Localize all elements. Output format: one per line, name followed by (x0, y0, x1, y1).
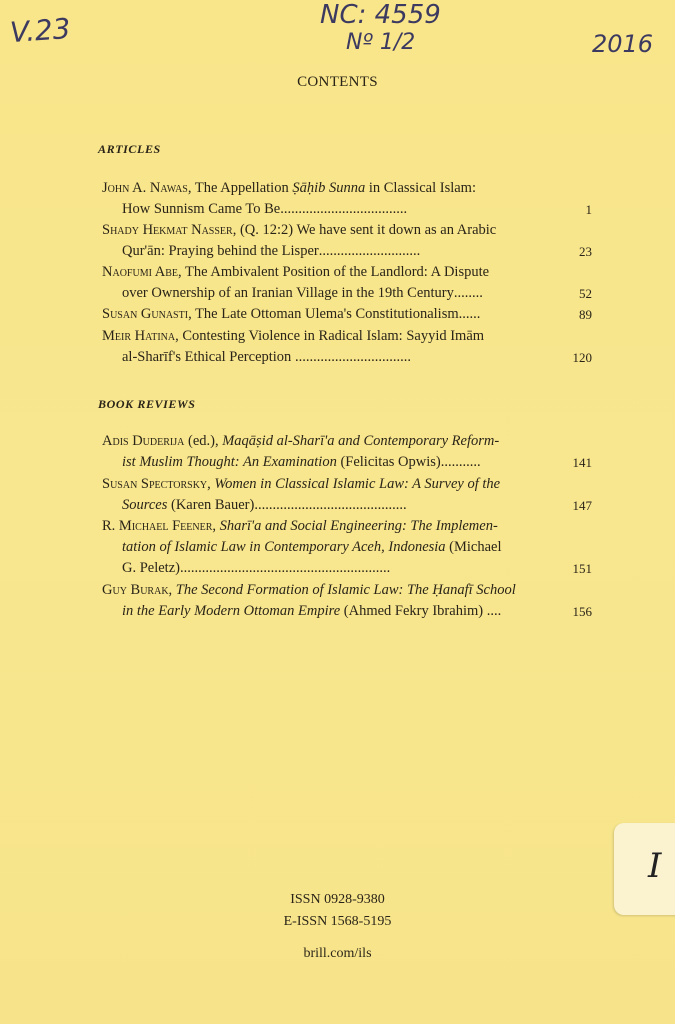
toc-entry: Adis Duderija (ed.), Maqāṣid al-Sharī'a and Contemporary Reform- ist Muslim Thought: An Examination (Felicitas Opwis)........... 141 (102, 431, 592, 473)
page-number: 1 (585, 202, 592, 217)
author: Susan Gunasti (102, 306, 189, 322)
author: R. Michael Feener (102, 518, 213, 534)
toc-entry: Naofumi Abe, The Ambivalent Position of the Landlord: A Dispute over Ownership of an Iranian Village in the 19th Century........ 52 (102, 262, 592, 304)
toc-entry: Susan Gunasti, The Late Ottoman Ulema's Constitutionalism...... 89 (102, 304, 592, 325)
section-heading-book-reviews: BOOK REVIEWS (98, 397, 196, 411)
handwritten-number: Nº 1/2 (346, 30, 416, 55)
toc-entry: Guy Burak, The Second Formation of Islamic Law: The Ḥanafī School in the Early Modern Ottoman Empire (Ahmed Fekry Ibrahim) .... 156 (102, 580, 592, 622)
e-issn: E-ISSN 1568-5195 (283, 914, 392, 929)
author: John A. Nawas (102, 180, 188, 196)
handwritten-volume: V.23 (8, 11, 72, 50)
page-number: 151 (572, 561, 592, 576)
toc-entry: John A. Nawas, The Appellation Ṣāḥib Sunna in Classical Islam: How Sunnism Came To Be................................... 1 (102, 178, 592, 220)
section-heading-articles: ARTICLES (98, 142, 161, 156)
page-number: 89 (579, 307, 592, 322)
page-title: CONTENTS (297, 74, 378, 90)
author: Guy Burak (102, 582, 169, 598)
issn: ISSN 0928-9380 (290, 892, 385, 907)
author: Adis Duderija (102, 433, 185, 449)
toc-entry: Meir Hatina, Contesting Violence in Radical Islam: Sayyid Imām al-Sharīf's Ethical Perception ................................ 120 (102, 326, 592, 368)
toc-entry: Susan Spectorsky, Women in Classical Islamic Law: A Survey of the Sources (Karen Bauer).......................................... 147 (102, 474, 592, 516)
author: Shady Hekmat Nasser (102, 222, 233, 238)
index-tab (614, 823, 675, 915)
journal-url: brill.com/ils (303, 946, 372, 961)
handwritten-nc: NC: 4559 (320, 0, 441, 30)
author: Naofumi Abe (102, 264, 178, 280)
page-number: 147 (572, 498, 592, 513)
toc-entry: R. Michael Feener, Sharī'a and Social Engineering: The Implemen- tation of Islamic Law in Contemporary Aceh, Indonesia (Michael G. Peletz).......................................................... 151 (102, 516, 592, 579)
toc-entry: Shady Hekmat Nasser, (Q. 12:2) We have sent it down as an Arabic Qur'ān: Praying behind the Lisper............................ 23 (102, 220, 592, 262)
author: Susan Spectorsky (102, 476, 208, 492)
page-number: 120 (572, 350, 592, 365)
page-number: 23 (579, 244, 592, 259)
page-number: 141 (572, 455, 592, 470)
page-number: 52 (579, 286, 592, 301)
page-number: 156 (572, 604, 592, 619)
author: Meir Hatina (102, 328, 176, 344)
index-tab-mark: I (648, 846, 662, 886)
handwritten-year: 2016 (592, 30, 654, 58)
